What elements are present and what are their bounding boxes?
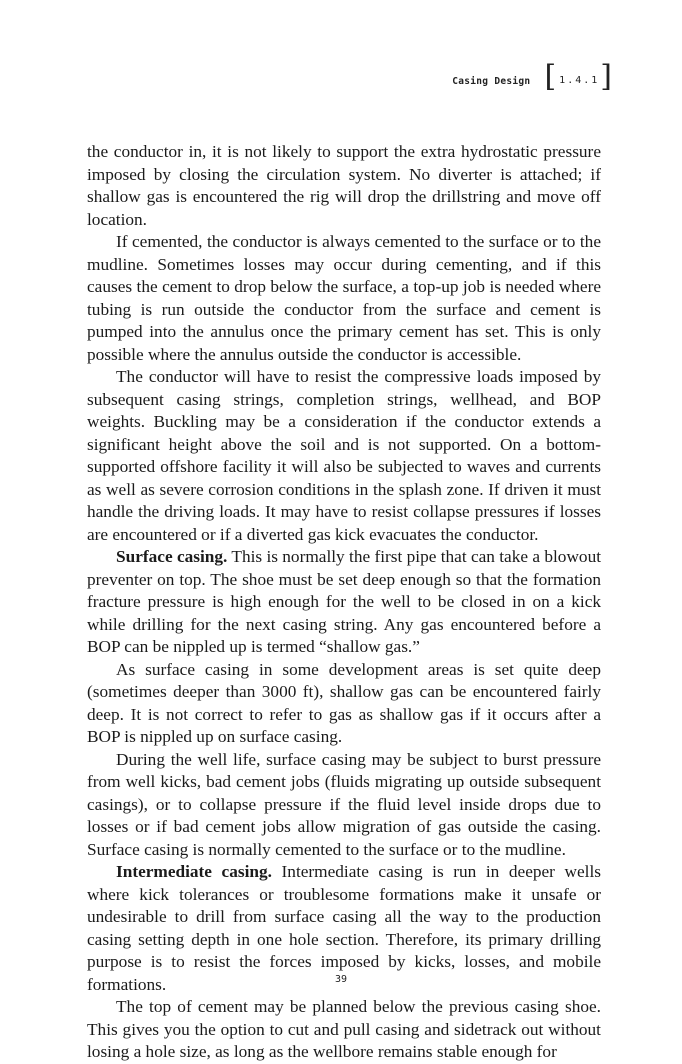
run-in-heading-surface-casing: Surface casing. xyxy=(116,547,228,566)
paragraph-text: This is normally the first pipe that can take a blowout preventer on top. The shoe must be set deep enough so that the formation fracture pressure is high enough for the well to be closed in on a kick while drilling for the next casing string. Any gas encountered before a BOP can be nippled up is termed “shallow gas.” xyxy=(87,547,602,656)
paragraph-text: The top of cement may be planned below the previous casing shoe. This gives you the option to cut and pull casing and sidetrack out without losing a hole size, as long as the wellbore remains stable enough for xyxy=(87,997,601,1061)
paragraph-text: Intermediate casing is run in deeper wells where kick tolerances or troublesome formations make it unsafe or undesirable to drill from surface casing all the way to the production casing setting depth in one hole section. Therefore, its primary drilling purpose is to resist the forces imposed by kicks, losses, and mobile formations. xyxy=(87,862,601,994)
paragraph xyxy=(87,141,601,231)
paragraph-text: the conductor in, it is not likely to support the extra hydrostatic pressure imposed by closing the circulation system. No diverter is attached; if shallow gas is encountered the rig will drop the drillstring and move off location. xyxy=(87,142,601,229)
paragraph xyxy=(87,659,601,749)
body-text xyxy=(87,141,601,1064)
paragraph xyxy=(87,366,601,546)
paragraph-text: As surface casing in some development areas is set quite deep (sometimes deeper than 3000 ft), shallow gas can be encountered fairly deep. It is not correct to refer to gas as shallow gas if it occurs after a BOP is nippled up on surface casing. xyxy=(87,659,601,746)
paragraph xyxy=(87,996,601,1064)
section-number xyxy=(544,59,612,94)
chapter-title: Casing Design xyxy=(452,75,531,87)
paragraph xyxy=(87,749,601,862)
page-number: 39 xyxy=(334,974,348,985)
running-header xyxy=(452,59,612,94)
section-bracket-close: ] xyxy=(600,59,612,94)
paragraph-text: During the well life, surface casing may be subject to burst pressure from well kicks, bad cement jobs (fluids migrating up outside subsequent casings), or to collapse pressure if the fluid level inside drops due to losses or if bad cement jobs allow migration of gas outside the casing. Surface casing is normally cemented to the surface or to the mudline. xyxy=(87,749,601,859)
paragraph xyxy=(87,231,601,366)
section-bracket-open: [ xyxy=(544,59,557,94)
section-number-text: 1.4.1 xyxy=(559,74,600,86)
run-in-heading-intermediate-casing: Intermediate casing. xyxy=(116,862,272,881)
paragraph-text: If cemented, the conductor is always cemented to the surface or to the mudline. Sometimes losses may occur during cementing, and if this causes the cement to drop below the surface, a top-up job is needed where tubing is run outside the conductor from the surface and cement is pumped into the annulus once the primary cement has set. This is only possible where the annulus outside the conductor is accessible. xyxy=(87,232,601,364)
paragraph-text: The conductor will have to resist the compressive loads imposed by subsequent casing strings, completion strings, wellhead, and BOP weights. Buckling may be a consideration if the conductor extends a significant height above the soil and is not supported. On a bottom-supported offshore facility it will also be subjected to waves and currents as well as severe corrosion conditions in the splash zone. If driven it must handle the driving loads. It may have to resist collapse pressures if losses are encountered or if a diverted gas kick evacuates the conductor. xyxy=(87,367,601,544)
paragraph xyxy=(87,546,601,659)
